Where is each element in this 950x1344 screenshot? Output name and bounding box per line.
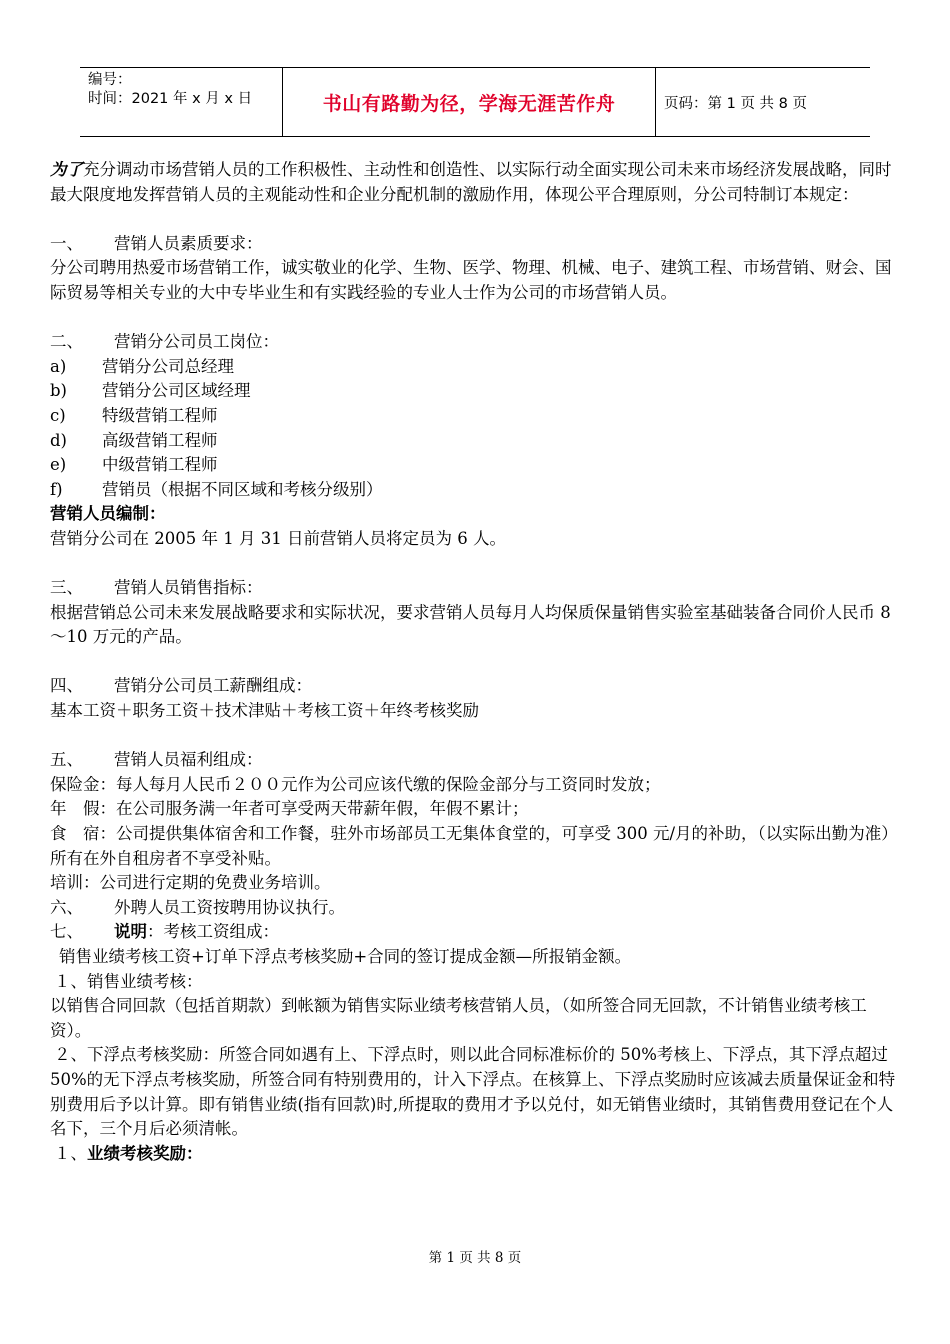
sales-assessment-title: １、销售业绩考核： (54, 971, 203, 991)
section-4-title: 营销分公司员工薪酬组成： (114, 676, 312, 696)
section-4-body: 基本工资＋职务工资＋技术津贴＋考核工资＋年终考核奖励 (50, 701, 479, 721)
performance-reward-heading: １、业绩考核奖励： (54, 1143, 203, 1163)
document-body (50, 158, 902, 1166)
sales-assessment-body: 以销售合同回款（包括首期款）到帐额为销售实际业绩考核营销人员，（如所签合同无回款，不计销售业绩考核工资）。 (50, 996, 867, 1040)
section-2-number: 二、 (50, 332, 83, 352)
section-4-heading (50, 674, 902, 699)
section-7-title: ：考核工资组成： (147, 922, 279, 942)
document-time-label: 时间：2021 年 x 月 x 日 (88, 91, 253, 107)
board-text: 食 宿：公司提供集体宿舍和工作餐，驻外市场部员工无集体食堂的，可享受 300 元/月的补助，（以实际出勤为准）所有在外自租房者不享受补贴。 (50, 824, 898, 868)
section-4-number: 四、 (50, 676, 83, 696)
header-motto: 书山有路勤为径，学海无涯苦作舟 (322, 92, 616, 115)
page-footer: 第 1 页 共 8 页 (428, 1250, 522, 1266)
salary-formula: 销售业绩考核工资+订单下浮点考核奖励+合同的签订提成金额—所报销金额。 (59, 947, 632, 966)
section-1-heading (50, 232, 902, 257)
section-7-bold-label: 说明 (114, 922, 147, 942)
intro-lead: 为了 (50, 160, 83, 179)
position-item: a) 营销分公司总经理 (50, 356, 234, 376)
performance-reward-title: 业绩考核奖励： (87, 1143, 203, 1163)
section-2-heading (50, 330, 902, 355)
section-1-title: 营销人员素质要求： (114, 233, 263, 253)
section-2-title: 营销分公司员工岗位： (114, 332, 279, 352)
section-5-heading (50, 748, 902, 773)
header-meta (80, 68, 282, 136)
section-3-number: 三、 (50, 578, 83, 598)
position-item: f) 营销员（根据不同区域和考核分级别） (50, 479, 383, 499)
intro-text: 充分调动市场营销人员的工作积极性、主动性和创造性、以实际行动全面实现公司未来市场经济发展战略，同时最大限度地发挥营销人员的主观能动性和企业分配机制的激励作用，体现公平合理原则，分公司特制订本规定： (50, 160, 892, 204)
annual-leave-text: 年 假：在公司服务满一年者可享受两天带薪年假，年假不累计； (50, 799, 529, 819)
document-number-label: 编号： (88, 72, 132, 88)
section-6-number: 六、 (50, 897, 83, 917)
insurance-text: 保险金：每人每月人民币２００元作为公司应该代缴的保险金部分与工资同时发放； (50, 774, 661, 794)
section-3-body: 根据营销总公司未来发展战略要求和实际状况，要求营销人员每月人均保质保量销售实验室基础装备合同价人民币 8～10 万元的产品。 (50, 602, 891, 647)
floating-point-body: ２、下浮点考核奖励：所签合同如遇有上、下浮点时，则以此合同标准标价的 50%考核上、下浮点，其下浮点超过 50%的无下浮点考核奖励，所签合同有特别费用的，计入下浮点。在核算上、下浮点奖励时应该减去质量保证金和特别费用后予以计算。即有销售业绩(指有回款)时,所提取的费用才予以兑付，如无销售业绩时，其销售费用登记在个人名下，三个月后必须清帐。 (50, 1045, 896, 1139)
header-page-cell (656, 68, 870, 136)
document-header (80, 67, 870, 137)
section-7-heading (50, 920, 902, 945)
intro-paragraph (50, 158, 902, 207)
staffing-title: 营销人员编制： (50, 504, 166, 524)
training-text: 培训：公司进行定期的免费业务培训。 (50, 873, 331, 893)
section-1-body: 分公司聘用热爱市场营销工作，诚实敬业的化学、生物、医学、物理、机械、电子、建筑工程、市场营销、财会、国际贸易等相关专业的大中专毕业生和有实践经验的专业人士作为公司的市场营销人员。 (50, 258, 892, 302)
position-item: c) 特级营销工程师 (50, 405, 218, 425)
position-item: d) 高级营销工程师 (50, 430, 218, 450)
section-5-title: 营销人员福利组成： (114, 750, 263, 770)
staffing-text: 营销分公司在 2005 年 1 月 31 日前营销人员将定员为 6 人。 (50, 528, 506, 548)
section-6-heading (50, 896, 902, 921)
section-5-number: 五、 (50, 750, 83, 770)
section-3-heading (50, 576, 902, 601)
header-motto-cell (282, 68, 656, 136)
header-page-label: 页码：第 1 页 共 8 页 (664, 95, 807, 112)
section-3-title: 营销人员销售指标： (114, 578, 263, 598)
section-6-title: 外聘人员工资按聘用协议执行。 (114, 897, 345, 917)
position-item: e) 中级营销工程师 (50, 455, 218, 475)
section-7-number: 七、 (50, 922, 83, 942)
section-1-number: 一、 (50, 233, 83, 253)
position-item: b) 营销分公司区域经理 (50, 381, 251, 401)
